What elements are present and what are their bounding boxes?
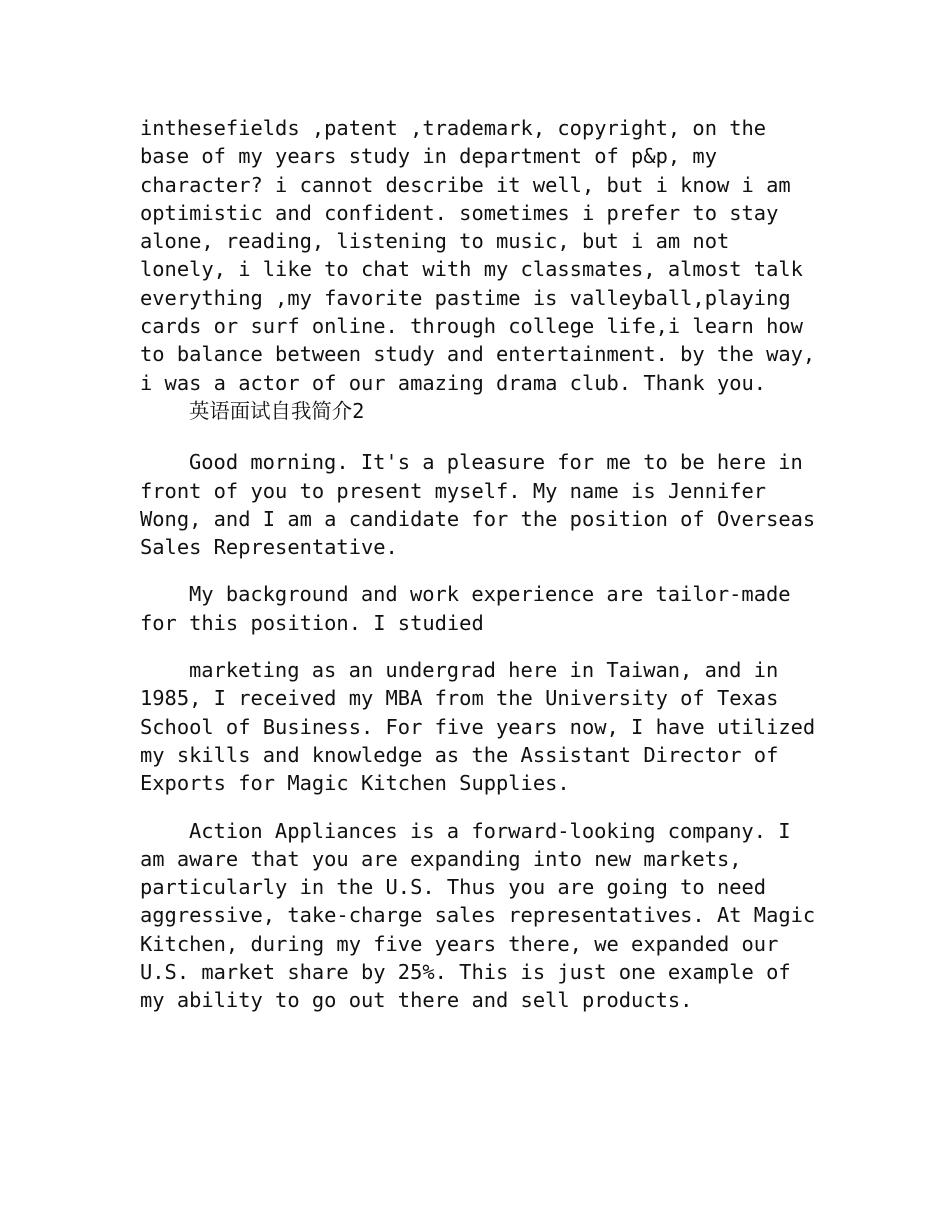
section-heading: 英语面试自我简介2 [189, 398, 365, 423]
document-page [140, 114, 828, 1015]
paragraph-education: marketing as an undergrad here in Taiwan, and in 1985, I received my MBA from the University of Texas School of Business. For five years now, I have utilized my skills and knowledge as the Assistant Director of Exports for Magic Kitchen Supplies. [140, 658, 828, 796]
paragraph-background: My background and work experience are tailor-made for this position. I studied [140, 582, 803, 635]
paragraph-continuation: inthesefields ,patent ,trademark, copyright, on the base of my years study in department of p&p, my character? i cannot describe it well, but i know i am optimistic and confident. sometimes i prefer to stay alone, reading, listening to music, but i am not lonely, i like to chat with my classmates, almost talk everything ,my favorite pastime is valleyball,playing cards or surf online. through college life,i learn how to balance between study and entertainment. by the way, i was a actor of our amazing drama club. Thank you. [140, 116, 828, 395]
paragraph-company: Action Appliances is a forward-looking company. I am aware that you are expanding into new markets, particularly in the U.S. Thus you are going to need aggressive, take-charge sales representatives. At Magic Kitchen, during my five years there, we expanded our U.S. market share by 25%. This is just one example of my ability to go out there and sell products. [140, 818, 828, 1013]
paragraph-intro: Good morning. It's a pleasure for me to be here in front of you to present myself. My name is Jennifer Wong, and I am a candidate for the position of Overseas Sales Representative. [140, 450, 828, 560]
